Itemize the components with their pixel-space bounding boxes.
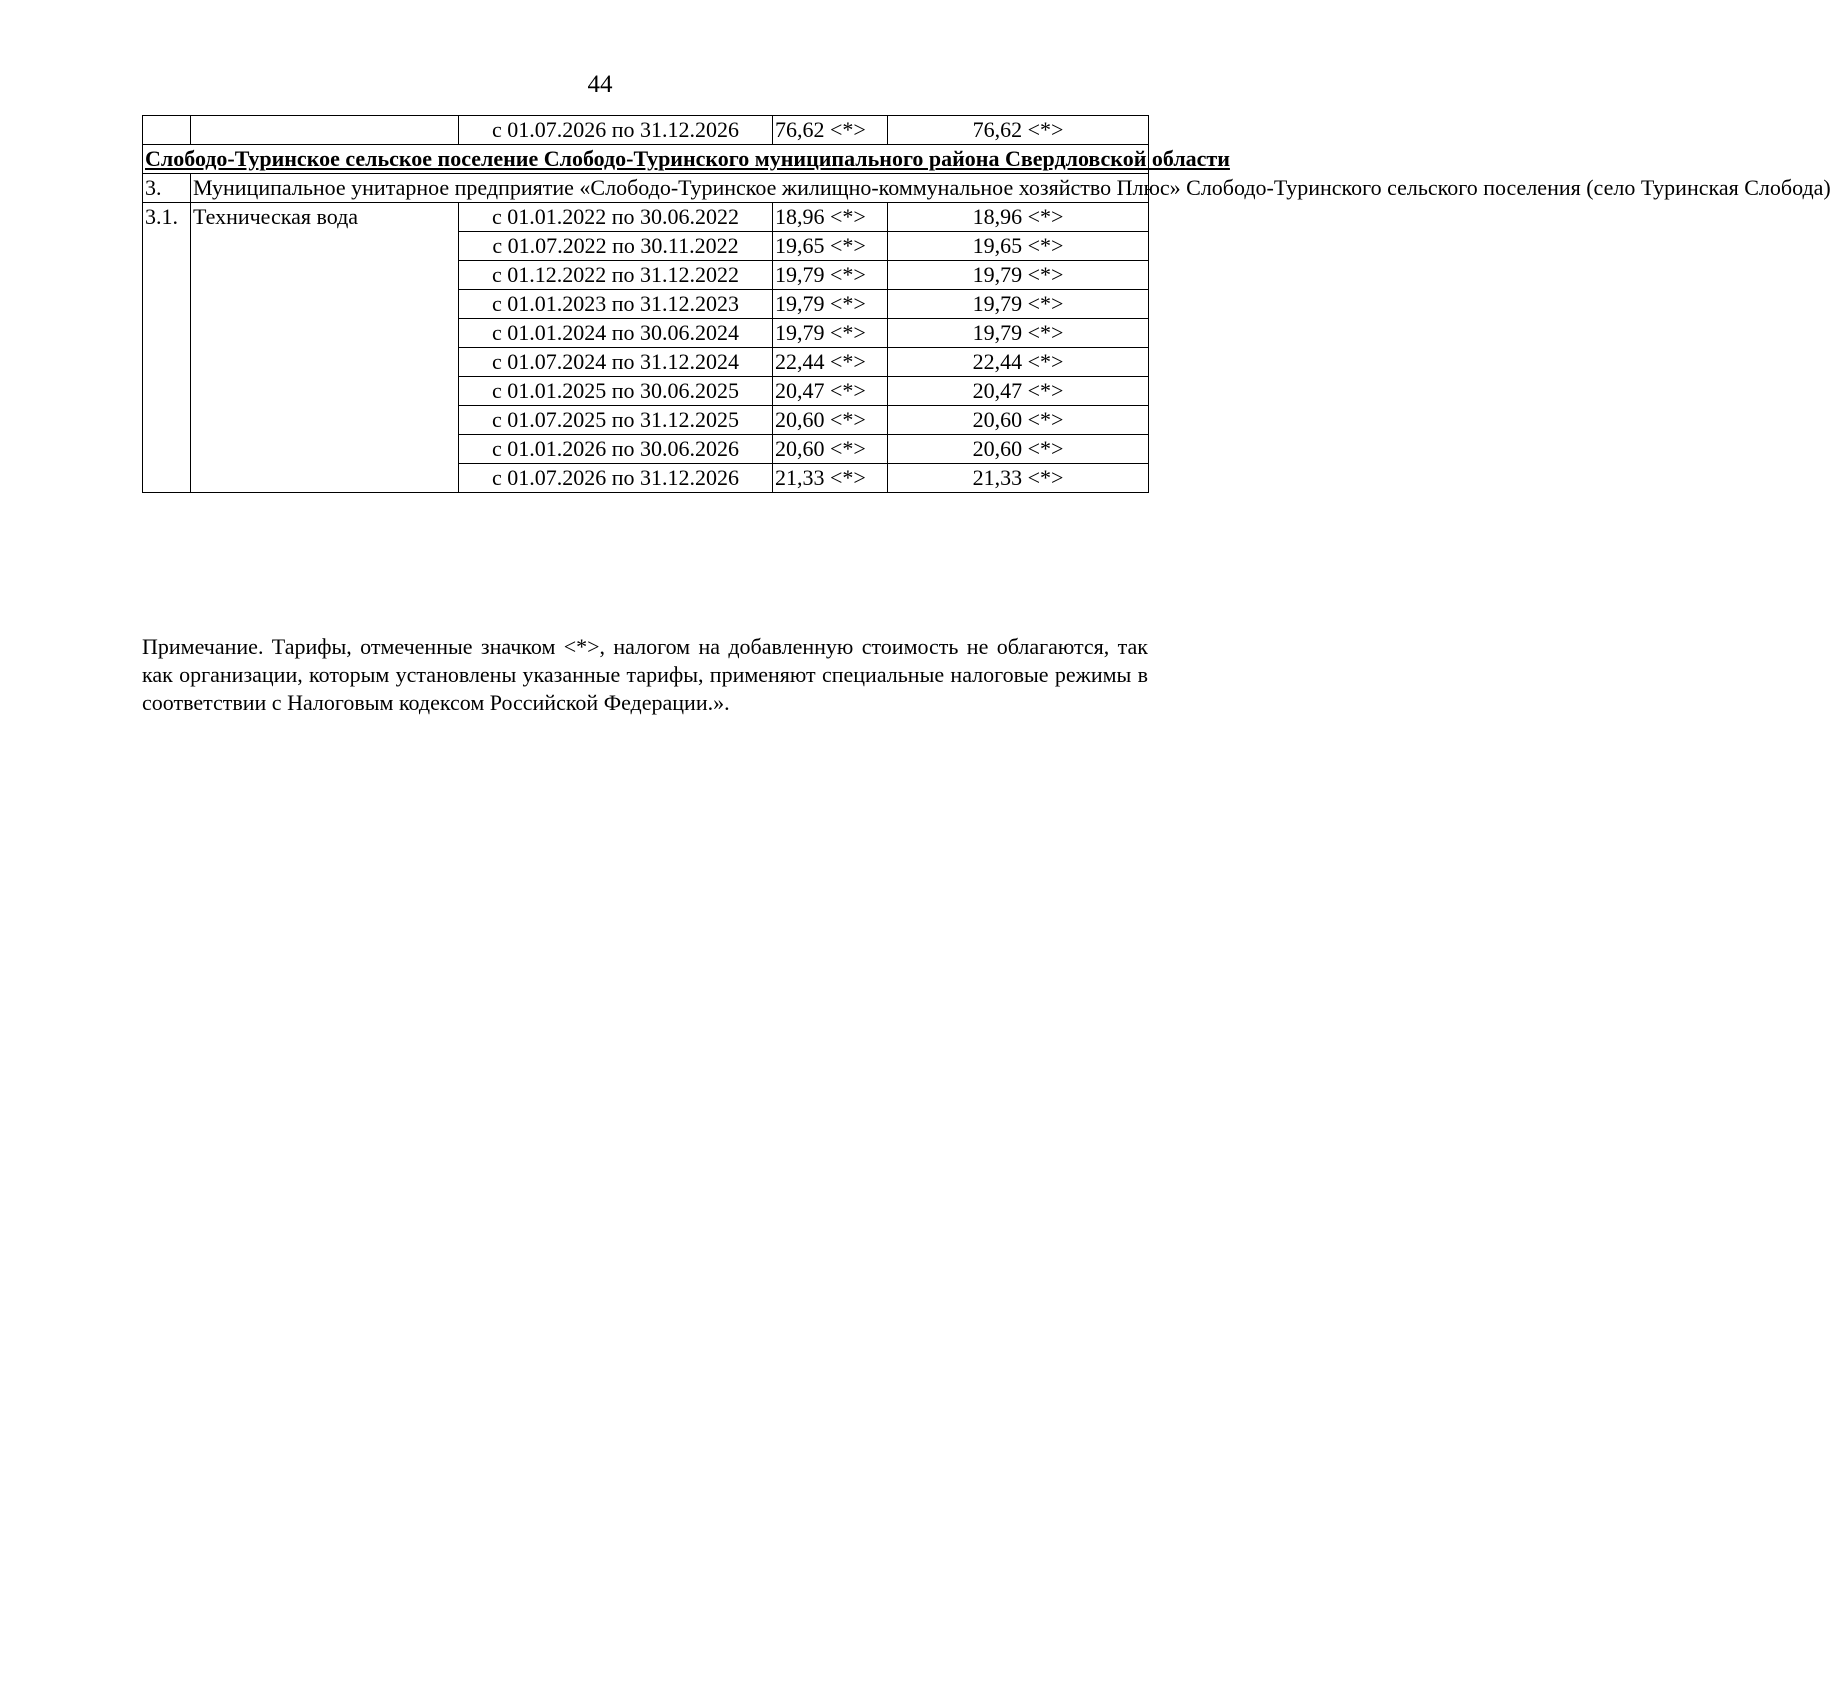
service-name: Техническая вода	[191, 203, 459, 493]
period-cell: с 01.12.2022 по 31.12.2022	[459, 261, 773, 290]
period-cell: с 01.01.2022 по 30.06.2022	[459, 203, 773, 232]
period-cell: с 01.01.2026 по 30.06.2026	[459, 435, 773, 464]
tariff-value-cell: 21,33 <*>	[773, 464, 888, 493]
service-name-cell	[191, 116, 459, 145]
tariff-value-cell: 20,47 <*>	[773, 377, 888, 406]
period-cell: с 01.07.2022 по 30.11.2022	[459, 232, 773, 261]
tariff-value-cell: 20,60 <*>	[888, 406, 1149, 435]
page-number: 44	[587, 71, 613, 98]
period-cell: с 01.01.2024 по 30.06.2024	[459, 319, 773, 348]
tariff-value-cell: 19,79 <*>	[773, 319, 888, 348]
tariff-value-cell: 18,96 <*>	[773, 203, 888, 232]
tariff-value-cell: 76,62 <*>	[888, 116, 1149, 145]
period-cell: с 01.07.2024 по 31.12.2024	[459, 348, 773, 377]
footnote: Примечание. Тарифы, отмеченные значком <*>, налогом на добавленную стоимость не облагаются, так как организации, которым установлены указанные тарифы, применяют специальные налоговые режимы в соответствии с Налоговым кодексом Российской Федерации.».	[142, 634, 1148, 715]
period-cell: с 01.07.2025 по 31.12.2025	[459, 406, 773, 435]
tariff-value-cell: 18,96 <*>	[888, 203, 1149, 232]
tariff-value-cell: 76,62 <*>	[773, 116, 888, 145]
tariff-value-cell: 20,60 <*>	[773, 435, 888, 464]
tariff-value-cell: 19,79 <*>	[888, 319, 1149, 348]
organization-name: Муниципальное унитарное предприятие «Слободо-Туринское жилищно-коммунальное хозяйство Плюс» Слободо-Туринского сельского поселения (село Туринская Слобода)	[191, 174, 1149, 203]
period-cell: с 01.01.2023 по 31.12.2023	[459, 290, 773, 319]
tariff-value-cell: 21,33 <*>	[888, 464, 1149, 493]
table-row	[143, 116, 1149, 145]
service-number: 3.1.	[143, 203, 191, 493]
section-title: Слободо-Туринское сельское поселение Слободо-Туринского муниципального района Свердловской области	[143, 145, 1149, 174]
organization-row	[143, 174, 1149, 203]
tariff-value-cell: 19,79 <*>	[888, 261, 1149, 290]
tariff-value-cell: 19,79 <*>	[888, 290, 1149, 319]
section-row	[143, 145, 1149, 174]
period-cell: с 01.01.2025 по 30.06.2025	[459, 377, 773, 406]
period-cell: с 01.07.2026 по 31.12.2026	[459, 464, 773, 493]
tariff-value-cell: 20,60 <*>	[773, 406, 888, 435]
tariff-value-cell: 19,65 <*>	[773, 232, 888, 261]
row-number-cell	[143, 116, 191, 145]
tariff-table	[142, 115, 1831, 493]
tariff-value-cell: 22,44 <*>	[773, 348, 888, 377]
tariff-value-cell: 20,60 <*>	[888, 435, 1149, 464]
tariff-value-cell: 19,79 <*>	[773, 261, 888, 290]
tariff-value-cell: 22,44 <*>	[888, 348, 1149, 377]
tariff-value-cell: 20,47 <*>	[888, 377, 1149, 406]
tariff-value-cell: 19,65 <*>	[888, 232, 1149, 261]
period-cell: с 01.07.2026 по 31.12.2026	[459, 116, 773, 145]
organization-number: 3.	[143, 174, 191, 203]
tariff-value-cell: 19,79 <*>	[773, 290, 888, 319]
table-row	[143, 203, 1149, 232]
